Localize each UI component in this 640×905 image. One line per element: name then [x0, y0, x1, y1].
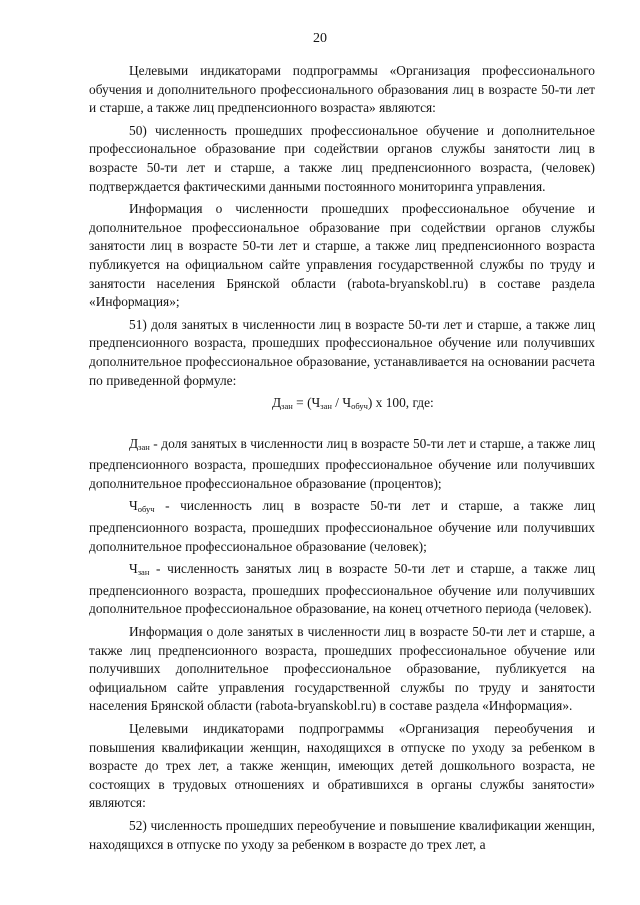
- formula-tail: ) х 100, где:: [367, 395, 434, 411]
- formula: [89, 394, 595, 416]
- formula-ch1: Ч: [311, 395, 321, 411]
- definition-text: - доля занятых в численности лиц в возрасте 50-ти лет и старше, а также лиц предпенсионного возраста, прошедших профессиональное обучение или получивших дополнительное профессиональное образование (процентов);: [89, 435, 595, 491]
- formula-d-sub: зан: [281, 401, 293, 412]
- formula-ch2-sub: обуч: [351, 401, 368, 412]
- paragraph-info-50: Информация о численности прошедших профессиональное обучение и дополнительное профессиональное образование при содействии органов службы занятости лиц в возрасте 50-ти лет и старше, а также лиц предпенсионного возраста публикуется на официальном сайте управления государственной службы по труду и занятости населения Брянской области (rabota-bryanskobl.ru) в составе раздела «Информация»;: [89, 201, 595, 310]
- formula-div: /: [331, 395, 343, 411]
- definition-symbol: Ч: [129, 498, 138, 514]
- formula-d: Д: [272, 395, 282, 411]
- paragraph-item-52: 52) численность прошедших переобучение и повышение квалификации женщин, находящихся в отпуске по уходу за ребенком в возрасте до трех лет, а: [89, 817, 595, 852]
- formula-ch1-sub: зан: [320, 401, 332, 412]
- paragraph-indicators-intro: Целевыми индикаторами подпрограммы «Организация профессионального обучения и дополнительного профессионального образования лиц в возрасте 50-ти лет и старше, а также лиц предпенсионного возраста» являются:: [89, 63, 595, 116]
- paragraph-item-51: 51) доля занятых в численности лиц в возрасте 50-ти лет и старше, а также лиц предпенсионного возраста, прошедших профессиональное обучение или получивших дополнительное профессиональное образование, устанавливается на основании расчета по приведенной формуле:: [89, 316, 595, 388]
- page-number: 20: [313, 31, 327, 46]
- definition-symbol-sub: зан: [138, 441, 150, 452]
- definition-symbol: Ч: [129, 561, 138, 577]
- definition-text: - численность занятых лиц в возрасте 50-ти лет и старше, а также лиц предпенсионного возраста, прошедших профессиональное обучение или получивших дополнительное профессиональное образование, на конец отчетного периода (человек).: [89, 561, 595, 617]
- paragraph-indicators-women: Целевыми индикаторами подпрограммы «Организация переобучения и повышения квалификации женщин, находящихся в отпуске по уходу за ребенком в возрасте до трех лет, а также женщин, имеющих детей дошкольного возраста, не состоящих в трудовых отношениях и обратившихся в органы службы занятости» являются:: [89, 721, 595, 811]
- document-body: [89, 62, 595, 854]
- definition-symbol: Д: [129, 435, 139, 451]
- definition-ch-obuch: [89, 497, 595, 556]
- formula-eq: = (: [292, 395, 312, 411]
- paragraph-item-50: 50) численность прошедших профессиональное обучение и дополнительное профессиональное образование при содействии органов службы занятости лиц в возрасте 50-ти лет и старше, а также лиц предпенсионного возраста, (человек) подтверждается фактическими данными постоянного мониторинга управления.: [89, 122, 595, 194]
- definition-d-zan: [89, 435, 595, 494]
- definition-symbol-sub: обуч: [137, 504, 155, 515]
- paragraph-info-51: Информация о доле занятых в численности лиц в возрасте 50-ти лет и старше, а также лиц предпенсионного возраста, прошедших профессиональное обучение или получивших дополнительное профессиональное образование, публикуется на официальном сайте управления государственной службы по труду и занятости населения Брянской области (rabota-bryanskobl.ru) в составе раздела «Информация».: [89, 624, 595, 714]
- definition-text: - численность лиц в возрасте 50-ти лет и старше, а также лиц предпенсионного возраста, прошедших профессиональное обучение или получивших дополнительное профессиональное образование (человек);: [89, 498, 595, 554]
- definition-ch-zan: [89, 560, 595, 619]
- definition-symbol-sub: зан: [137, 567, 150, 578]
- formula-ch2: Ч: [342, 395, 352, 411]
